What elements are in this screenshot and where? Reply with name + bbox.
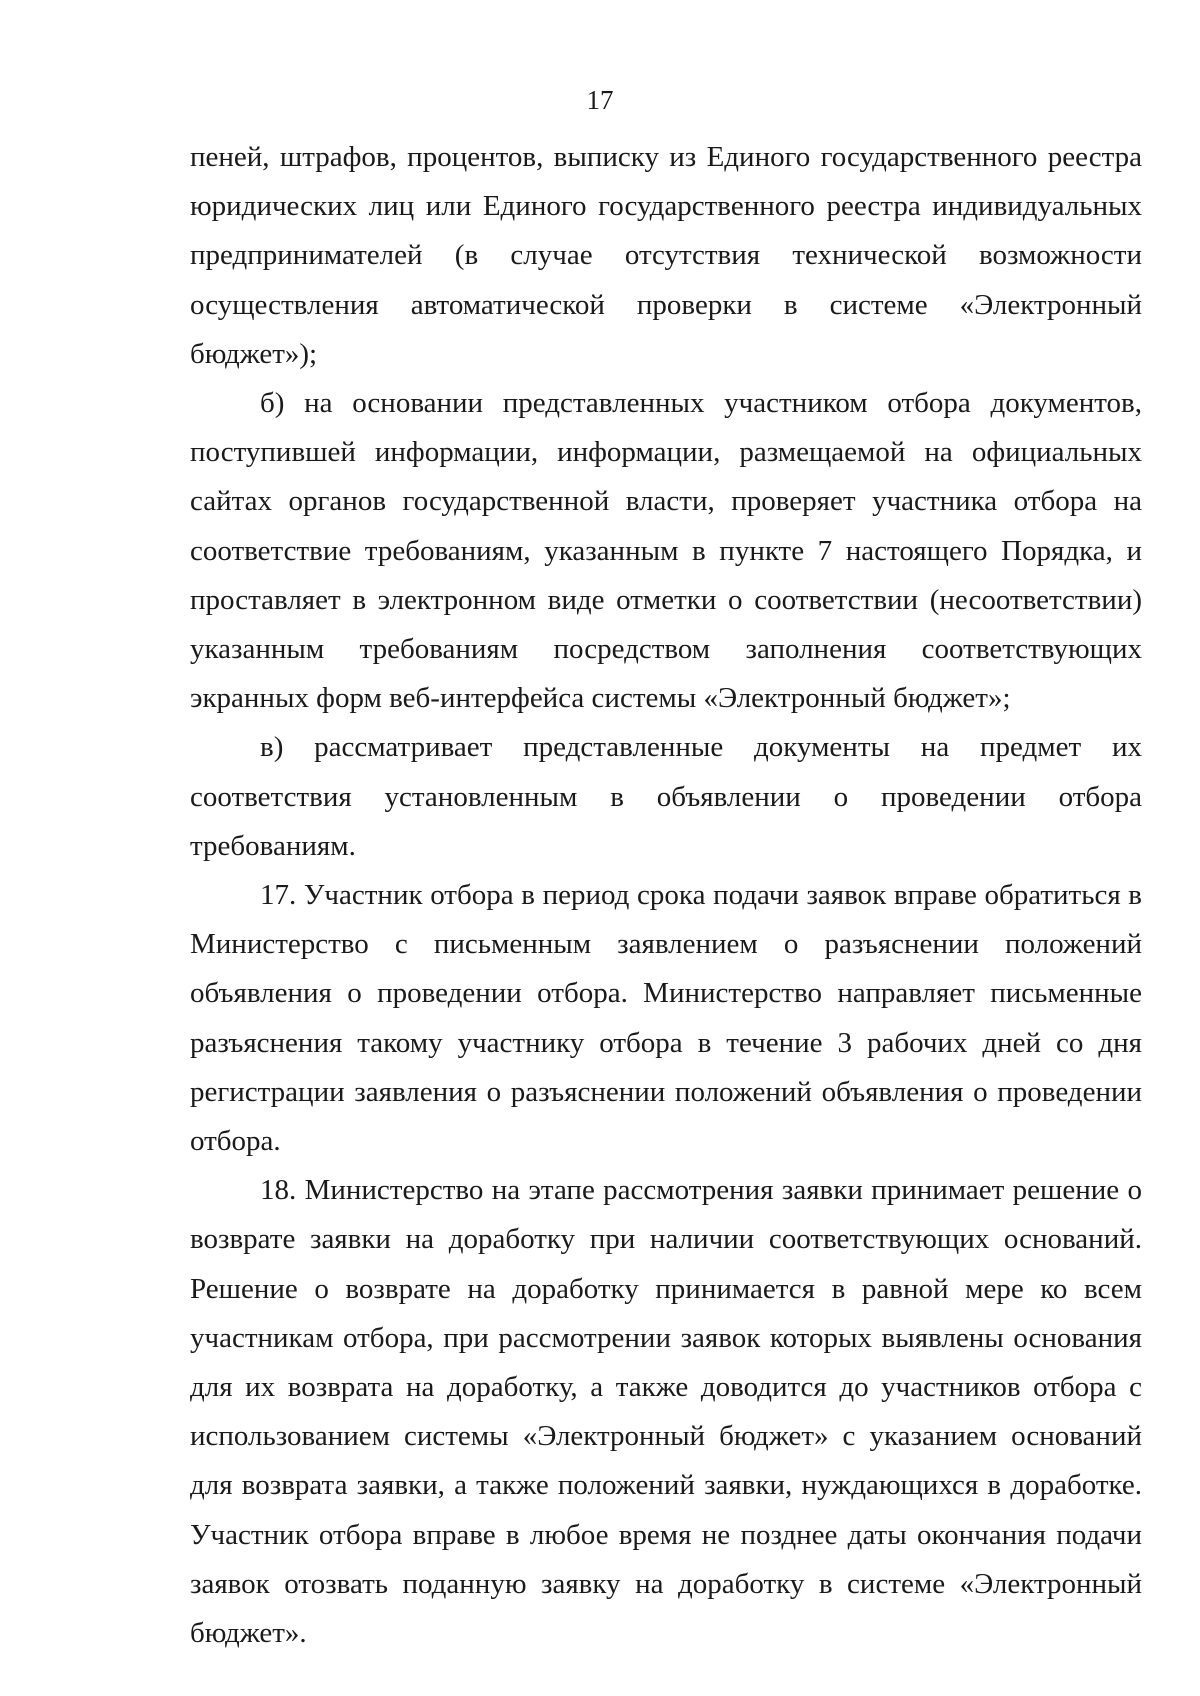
page-number: 17 <box>586 85 614 115</box>
paragraph-item-17: 17. Участник отбора в период срока подачи заявок вправе обратиться в Министерство с письменным заявлением о разъяснении положений объявления о проведении отбора. Министерство направляет письменные разъяснения такому участнику отбора в течение 3 рабочих дней со дня регистрации заявления о разъяснении положений объявления о проведении отбора. <box>190 879 1142 1158</box>
document-body <box>190 133 1142 1658</box>
paragraph-item-18: 18. Министерство на этапе рассмотрения заявки принимает решение о возврате заявки на доработку при наличии соответствующих оснований. Решение о возврате на доработку принимается в равной мере ко всем участникам отбора, при рассмотрении заявок которых выявлены основания для их возврата на доработку, а также доводится до участников отбора с использованием системы «Электронный бюджет» с указанием оснований для возврата заявки, а также положений заявки, нуждающихся в доработке. Участник отбора вправе в любое время не позднее даты окончания подачи заявок отозвать поданную заявку на доработку в системе «Электронный бюджет». <box>190 1174 1142 1650</box>
paragraph-subitem-v: в) рассматривает представленные документы на предмет их соответствия установленным в объявлении о проведении отбора требованиям. <box>190 731 1142 862</box>
paragraph-subitem-b: б) на основании представленных участником отбора документов, поступившей информации, информации, размещаемой на официальных сайтах органов государственной власти, проверяет участника отбора на соответствие требованиям, указанным в пункте 7 настоящего Порядка, и проставляет в электронном виде отметки о соответствии (несоответствии) указанным требованиям посредством заполнения соответствующих экранных форм веб-интерфейса системы «Электронный бюджет»; <box>190 387 1142 715</box>
paragraph-continuation: пеней, штрафов, процентов, выписку из Единого государственного реестра юридических лиц или Единого государственного реестра индивидуальных предпринимателей (в случае отсутствия технической возможности осуществления автоматической проверки в системе «Электронный бюджет»); <box>190 141 1142 370</box>
